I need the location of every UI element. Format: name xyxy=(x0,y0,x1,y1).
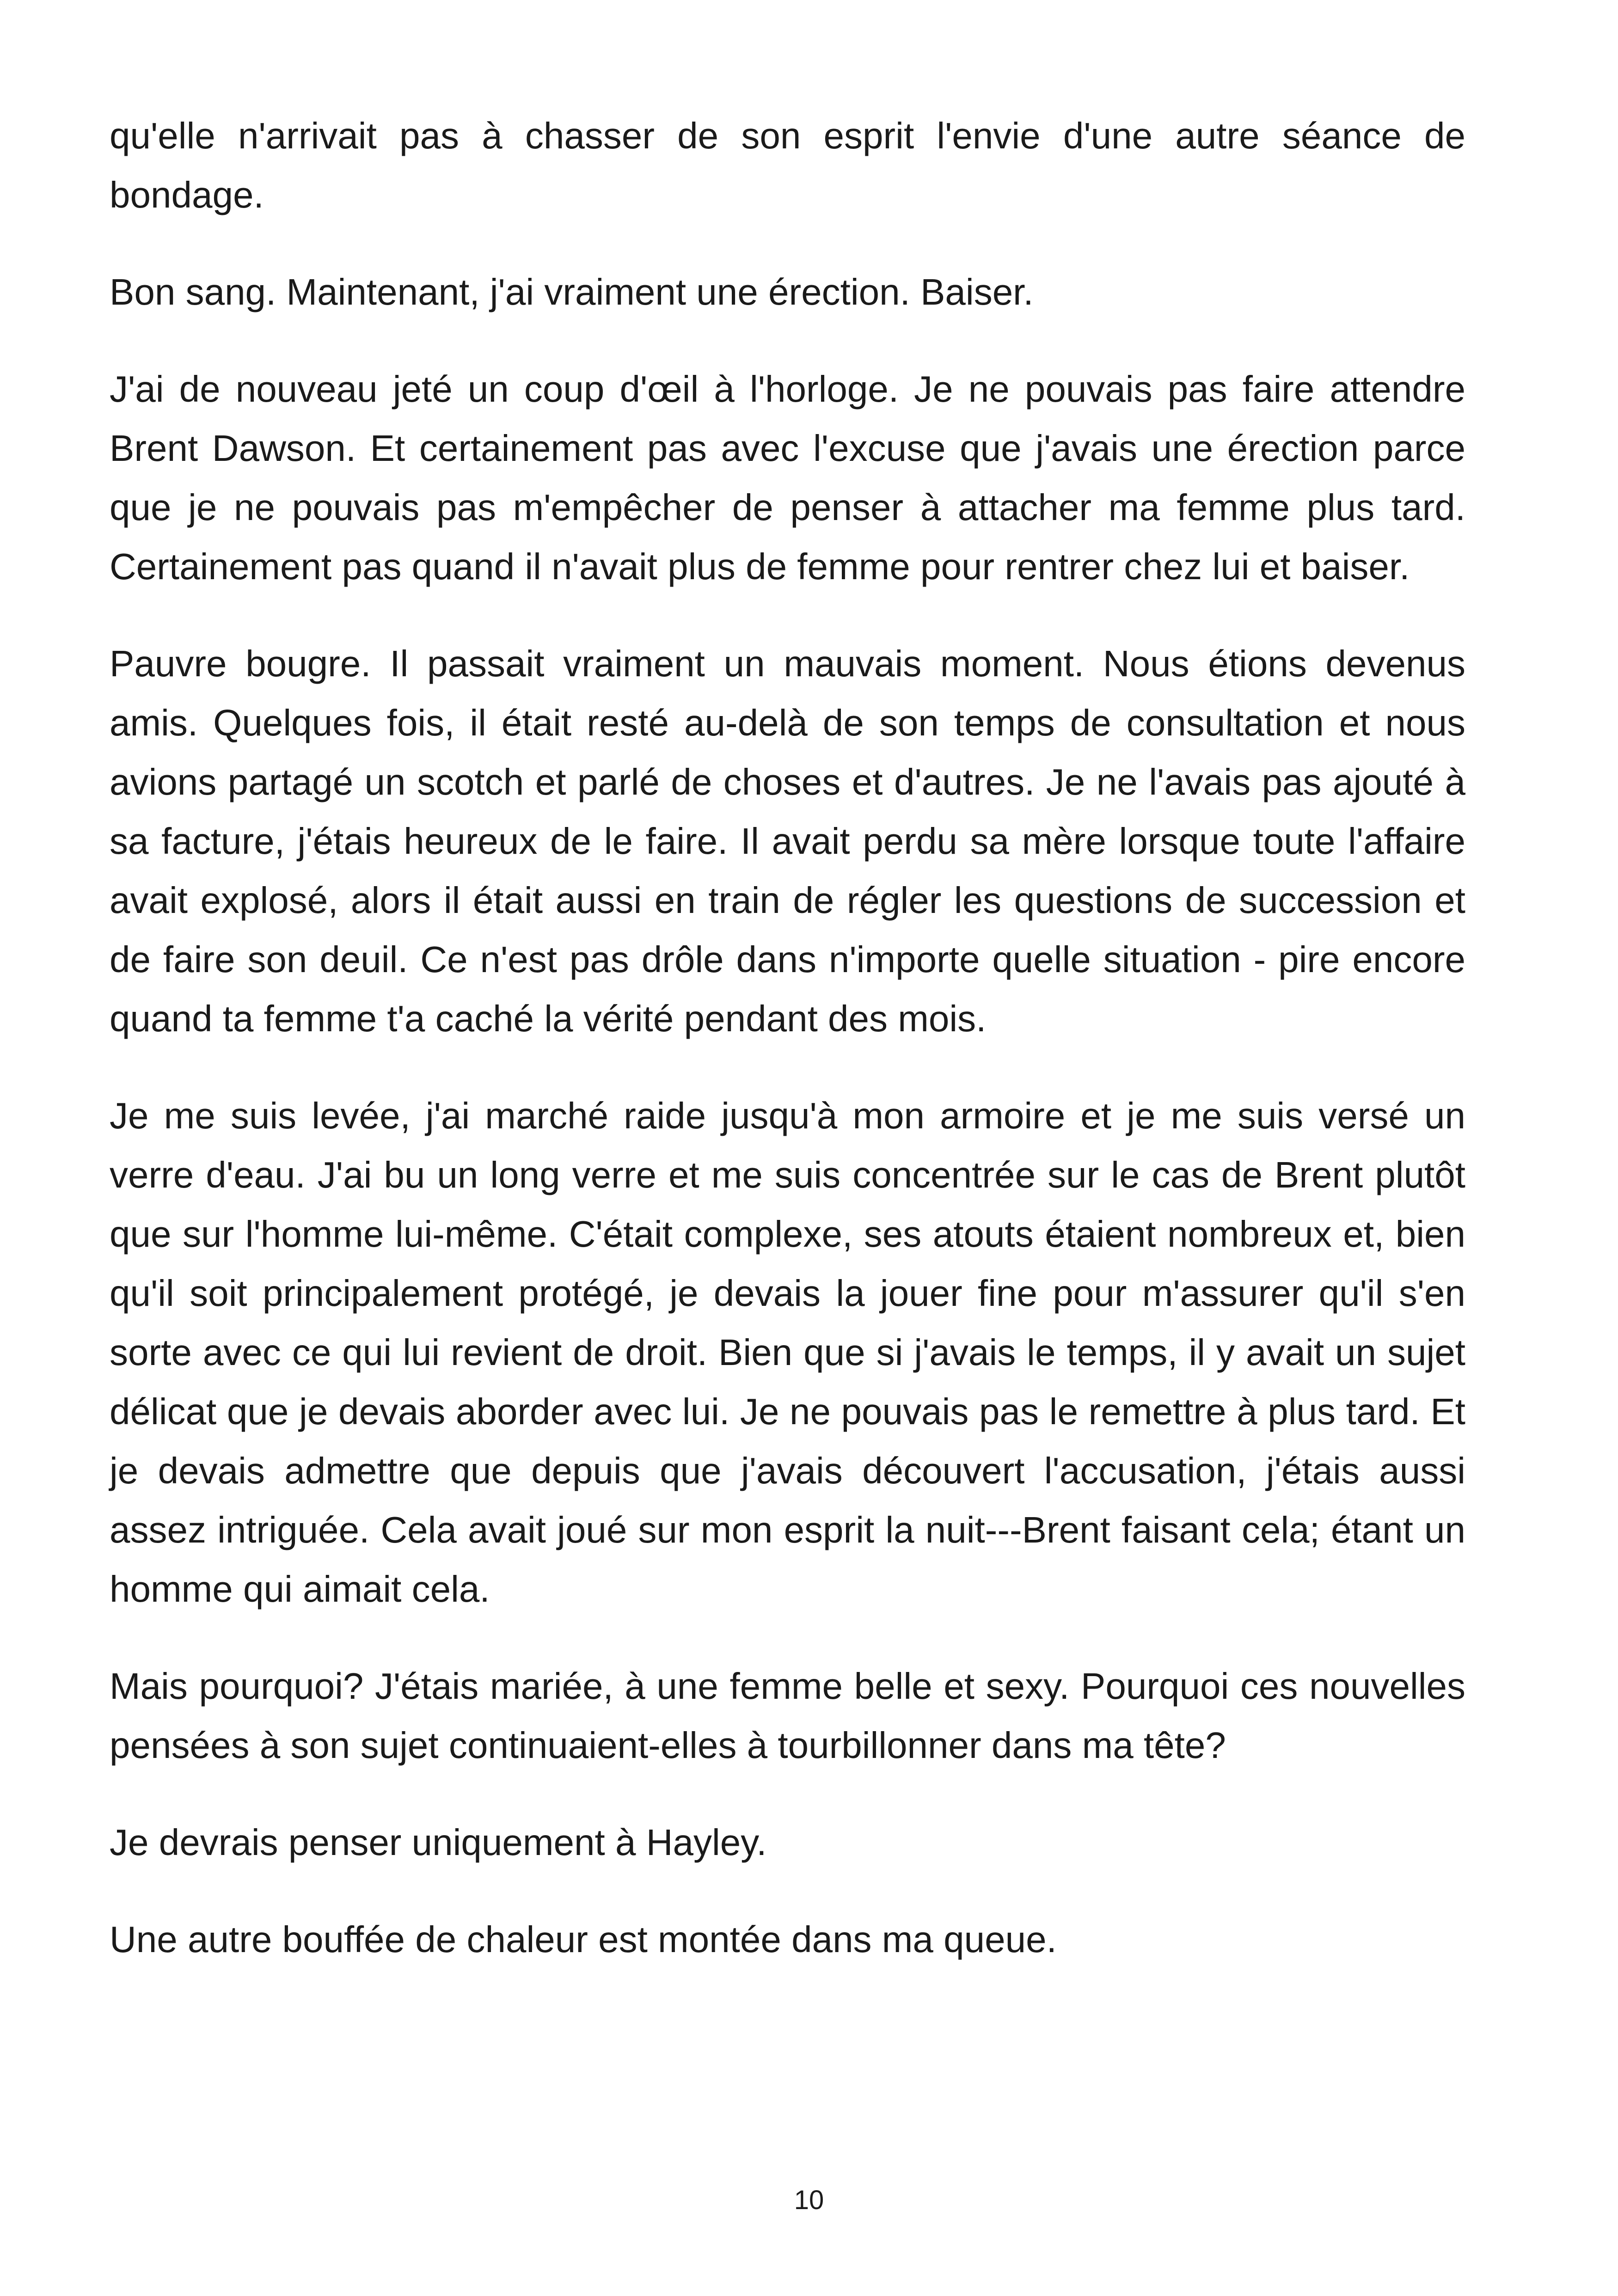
paragraph: qu'elle n'arrivait pas à chasser de son esprit l'envie d'une autre séance de bondage. xyxy=(110,115,1465,215)
paragraph: Mais pourquoi? J'étais mariée, à une femme belle et sexy. Pourquoi ces nouvelles pensées à son sujet continuaient-elles à tourbillonner dans ma tête? xyxy=(110,1665,1465,1766)
paragraph: Bon sang. Maintenant, j'ai vraiment une érection. Baiser. xyxy=(110,271,1034,312)
page-number: 10 xyxy=(794,2185,824,2215)
paragraph: Une autre bouffée de chaleur est montée dans ma queue. xyxy=(110,1919,1057,1960)
paragraph: Je me suis levée, j'ai marché raide jusqu'à mon armoire et je me suis versé un verre d'eau. J'ai bu un long verre et me suis concentrée sur le cas de Brent plutôt que sur l'homme lui-même. C'était complexe, ses atouts étaient nombreux et, bien qu'il soit principalement protégé, je devais la jouer fine pour m'assurer qu'il s'en sorte avec ce qui lui revient de droit. Bien que si j'avais le temps, il y avait un sujet délicat que je devais aborder avec lui. Je ne pouvais pas le remettre à plus tard. Et je devais admettre que depuis que j'avais découvert l'accusation, j'étais aussi assez intriguée. Cela avait joué sur mon esprit la nuit---Brent faisant cela; étant un homme qui aimait cela. xyxy=(110,1095,1465,1610)
paragraph: J'ai de nouveau jeté un coup d'œil à l'horloge. Je ne pouvais pas faire attendre Brent Dawson. Et certainement pas avec l'excuse que j'avais une érection parce que je ne pouvais pas m'empêcher de penser à attacher ma femme plus tard. Certainement pas quand il n'avait plus de femme pour rentrer chez lui et baiser. xyxy=(110,368,1465,587)
paragraph: Je devrais penser uniquement à Hayley. xyxy=(110,1822,767,1863)
paragraph: Pauvre bougre. Il passait vraiment un mauvais moment. Nous étions devenus amis. Quelques fois, il était resté au-delà de son temps de consultation et nous avions partagé un scotch et parlé de choses et d'autres. Je ne l'avais pas ajouté à sa facture, j'étais heureux de le faire. Il avait perdu sa mère lorsque toute l'affaire avait explosé, alors il était aussi en train de régler les questions de succession et de faire son deuil. Ce n'est pas drôle dans n'importe quelle situation - pire encore quand ta femme t'a caché la vérité pendant des mois. xyxy=(110,643,1465,1039)
body-text xyxy=(110,106,1465,2007)
